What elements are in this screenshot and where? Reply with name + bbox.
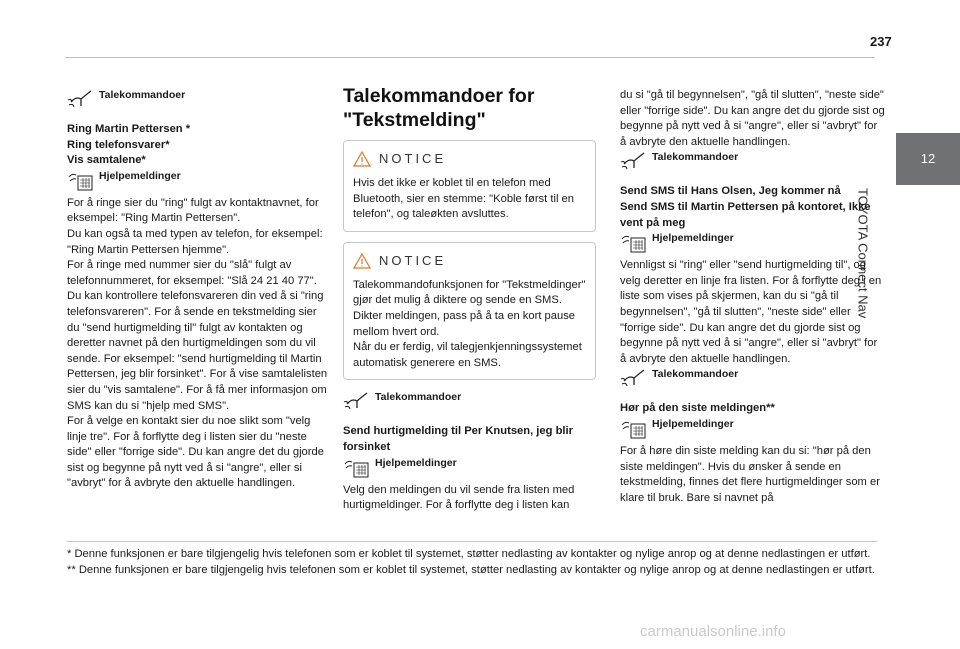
header-divider — [65, 57, 875, 58]
footnotes — [67, 547, 882, 578]
command-line: Ring telefonsvarer* — [67, 138, 170, 151]
voice-command-icon — [620, 367, 648, 391]
column-1 — [67, 88, 332, 492]
notice-text: Talekommandofunksjonen for "Tekstmeldinger" gjør det mulig å diktere og sende en SMS. Dikter meldingen, pass på å ta en kort pause mellom hvert ord. Når du er ferdig, vil talegjenkjenningssystemet automatisk generere en SMS. — [353, 278, 586, 369]
voice-command-icon — [67, 88, 95, 112]
help-messages-label: Hjelpemeldinger — [375, 456, 457, 469]
page-number: 237 — [870, 34, 892, 49]
help-messages-label: Hjelpemeldinger — [652, 232, 734, 245]
notice-box — [343, 242, 596, 381]
notice-box — [343, 140, 596, 232]
chapter-tab: 12 — [896, 133, 960, 185]
notice-title: NOTICE — [379, 252, 447, 268]
command-line: Send SMS til Hans Olsen, Jeg kommer nå — [620, 185, 841, 198]
help-messages-icon — [620, 417, 648, 441]
help-messages-icon — [620, 231, 648, 255]
footnote-divider — [67, 541, 877, 542]
chapter-label: TOYOTA Connect Nav — [855, 188, 871, 319]
column-3 — [620, 88, 885, 506]
help-messages-icon — [343, 456, 371, 480]
voice-command-icon — [620, 150, 648, 174]
command-line: Hør på den siste meldingen** — [620, 402, 775, 415]
chapter-label-wrap — [855, 188, 948, 568]
voice-commands-label: Talekommandoer — [652, 368, 739, 381]
warning-icon — [353, 151, 371, 167]
body-text: For å ringe sier du "ring" fulgt av kontaktnavnet, for eksempel: "Ring Martin Pettersen". Du kan også ta med typen av telefon, for eksempel: "Ring Martin Pettersen hjemme". For å ringe med nummer sier du "slå" fulgt av telefonnummeret, for eksempel: "Slå 24 21 40 77". Du kan kontrollere telefonsvareren din ved å si "ring telefonsvareren". For å sende en tekstmelding sier du "send hurtigmelding til" fulgt av kontakten og deretter navnet på den hurtigmeldingen som du vil sende. For eksempel: "send hurtigmelding til Martin Pettersen, jeg blir forsinket". For å vise samtalelisten sier du "vis samtalene". For å få mer informasjon om SMS kan du si "hjelp med SMS". For å velge en kontakt sier du noe slikt som "velg linje tre". For å forflytte deg i listen sier du "neste side" eller "forrige side". Du kan angre det du gjorde sist og begynne på nytt ved å si "angre", eller si "avbryt" for å avbryte den aktuelle handlingen. — [67, 196, 328, 490]
notice-title: NOTICE — [379, 151, 447, 167]
help-messages-label: Hjelpemeldinger — [652, 417, 734, 430]
body-text: du si "gå til begynnelsen", "gå til slutten", "neste side" eller "forrige side". Du kan angre det du gjorde sist og begynne på nytt ved å si "angre", eller si "avbryt" for å avbryte den aktuelle handlingen. — [620, 89, 885, 148]
footnote: * Denne funksjonen er bare tilgjengelig hvis telefonen som er koblet til systemet, støtter nedlasting av kontakter og nylige anrop og at denne nedlastingen er utført. — [67, 548, 871, 560]
voice-commands-label: Talekommandoer — [375, 391, 462, 404]
section-heading: Talekommandoer for "Tekstmelding" — [343, 85, 535, 131]
command-line: Vis samtalene* — [67, 154, 146, 167]
voice-commands-label: Talekommandoer — [652, 151, 739, 164]
help-messages-icon — [67, 169, 95, 193]
help-messages-label: Hjelpemeldinger — [99, 169, 181, 182]
body-text: Vennligst si "ring" eller "send hurtigmelding til", og velg deretter en linje fra listen. For å forflytte deg i en liste som vises på skjermen, kan du si "gå til begynnelsen", "gå til slutten", "neste side" eller "forrige side". Du kan angre det du gjorde sist og begynne på nytt ved å si "angre", eller si "avbryt" for å avbryte den aktuelle handlingen. — [620, 259, 882, 365]
body-text: Velg den meldingen du vil sende fra listen med hurtigmeldinger. For å forflytte deg i listen kan — [343, 483, 575, 512]
voice-command-icon — [343, 390, 371, 414]
voice-commands-label: Talekommandoer — [99, 89, 186, 101]
notice-text: Hvis det ikke er koblet til en telefon med Bluetooth, sier en stemme: "Koble først til en telefon", og taleøkten avsluttes. — [353, 177, 574, 221]
footnote: ** Denne funksjonen er bare tilgjengelig hvis telefonen som er koblet til systemet, støtter nedlasting av kontakter og nylige anrop og at denne nedlastingen er utført. — [67, 563, 875, 576]
command-line: Send SMS til Martin Pettersen på kontoret, Ikke vent på meg — [620, 200, 871, 229]
command-line: Send hurtigmelding til Per Knutsen, jeg blir forsinket — [343, 425, 573, 453]
warning-icon — [353, 253, 371, 269]
body-text: For å høre din siste melding kan du si: "hør på den siste meldingen". Hvis du ønsker å sende en tekstmelding, finnes det flere hurtigmeldinger som er klare til bruk. Bare si navnet på — [620, 444, 880, 504]
column-2 — [343, 84, 596, 514]
command-line: Ring Martin Pettersen * — [67, 123, 191, 135]
watermark: carmanualsonline.info — [640, 623, 786, 640]
